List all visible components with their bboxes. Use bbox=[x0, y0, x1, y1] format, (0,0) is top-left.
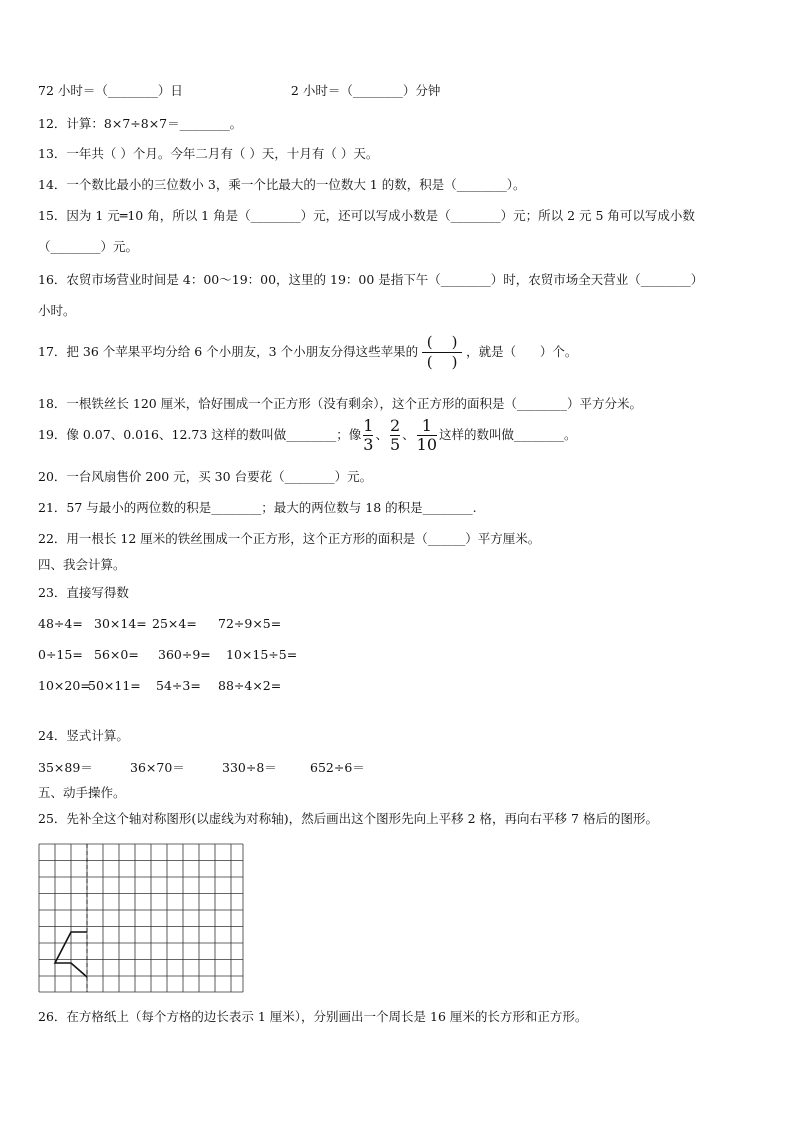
calc-item: 10×20= bbox=[38, 678, 91, 693]
question-18: 18．一根铁丝长 120 厘米，恰好围成一个正方形（没有剩余），这个正方形的面积是（________）平方分米。 bbox=[38, 396, 642, 411]
question-21: 21．57 与最小的两位数的积是________；最大的两位数与 18 的积是________. bbox=[38, 500, 477, 515]
question-23: 23．直接写得数 bbox=[38, 585, 129, 600]
question-22: 22．用一根长 12 厘米的铁丝围成一个正方形，这个正方形的面积是（______）平方厘米。 bbox=[38, 531, 541, 546]
calc-item: 50×11= bbox=[88, 678, 141, 693]
vertical-calc-item: 35×89＝ bbox=[38, 760, 93, 775]
section-5-heading: 五、动手操作。 bbox=[38, 785, 126, 800]
calc-item: 54÷3= bbox=[156, 678, 201, 693]
question-19: 19．像 0.07、0.016、12.73 这样的数叫做________；像 $\frac{1}{3}$ 、 $\frac{2}{5}$ 、 $\frac{1}{10}$ 这样的数叫做________。 bbox=[38, 416, 577, 454]
calc-row-2 bbox=[38, 647, 297, 663]
question-20: 20．一台风扇售价 200 元，买 30 台要花（________）元。 bbox=[38, 469, 373, 484]
question-13: 13．一年共（ ）个月。今年二月有（ ）天，十月有（ ）天。 bbox=[38, 146, 379, 161]
question-26: 26．在方格纸上（每个方格的边长表示 1 厘米），分别画出一个周长是 16 厘米的长方形和正方形。 bbox=[38, 1009, 588, 1024]
question-15-line1: 15．因为 1 元═10 角，所以 1 角是（________）元，还可以写成小数是（________）元；所以 2 元 5 角可以写成小数 bbox=[38, 208, 695, 223]
q-top-line bbox=[38, 83, 440, 99]
calc-item: 0÷15= bbox=[38, 647, 83, 662]
q17-fraction bbox=[422, 334, 462, 371]
vertical-calc-item: 36×70＝ bbox=[130, 760, 185, 775]
question-12: 12．计算：8×7÷8×7＝________。 bbox=[38, 116, 243, 131]
calc-item: 56×0= bbox=[94, 647, 139, 662]
section-4-heading: 四、我会计算。 bbox=[38, 557, 126, 572]
q19-post: 这样的数叫做________。 bbox=[439, 427, 577, 442]
grid-figure bbox=[38, 843, 244, 993]
question-24: 24．竖式计算。 bbox=[38, 728, 129, 743]
q19-fraction-3: $\frac{1}{10}$ bbox=[416, 416, 438, 454]
q17-fraction-num: ( ) bbox=[426, 333, 458, 351]
q-top-b: 2 小时＝（________）分钟 bbox=[290, 83, 441, 98]
vertical-calc-item: 330÷8＝ bbox=[222, 760, 277, 775]
q17-fraction-den: ( ) bbox=[426, 353, 458, 371]
q-top-a: 72 小时＝（________）日 bbox=[38, 83, 183, 98]
question-25: 25．先补全这个轴对称图形(以虚线为对称轴)，然后画出这个图形先向上平移 2 格，再向右平移 7 格后的图形。 bbox=[38, 811, 658, 826]
calc-item: 25×4= bbox=[152, 616, 197, 631]
calc-item: 10×15÷5= bbox=[226, 647, 298, 662]
calc-item: 30×14= bbox=[94, 616, 147, 631]
vertical-calc-item: 652÷6＝ bbox=[310, 760, 365, 775]
q17-post: ，就是（ ）个。 bbox=[466, 344, 578, 359]
q17-pre: 17．把 36 个苹果平均分给 6 个小朋友，3 个小朋友分得这些苹果的 bbox=[38, 344, 419, 359]
calc-item: 48÷4= bbox=[38, 616, 83, 631]
question-16-line2: 小时。 bbox=[38, 303, 76, 318]
q19-fraction-2: $\frac{2}{5}$ bbox=[389, 416, 401, 454]
question-14: 14．一个数比最小的三位数小 3，乘一个比最大的一位数大 1 的数，积是（________）。 bbox=[38, 177, 526, 192]
vertical-calc-row bbox=[38, 760, 365, 776]
question-15-line2: （________）元。 bbox=[38, 239, 139, 254]
calc-row-3 bbox=[38, 678, 281, 694]
q19-fraction-1: $\frac{1}{3}$ bbox=[363, 416, 374, 454]
question-16-line1: 16．农贸市场营业时间是 4：00～19：00，这里的 19：00 是指下午（________）时，农贸市场全天营业（________） bbox=[38, 272, 704, 287]
calc-item: 88÷4×2= bbox=[218, 678, 282, 693]
calc-row-1 bbox=[38, 616, 281, 632]
calc-item: 72÷9×5= bbox=[218, 616, 282, 631]
q19-pre: 19．像 0.07、0.016、12.73 这样的数叫做________；像 bbox=[38, 427, 362, 442]
question-17 bbox=[38, 334, 577, 371]
calc-item: 360÷9= bbox=[158, 647, 211, 662]
